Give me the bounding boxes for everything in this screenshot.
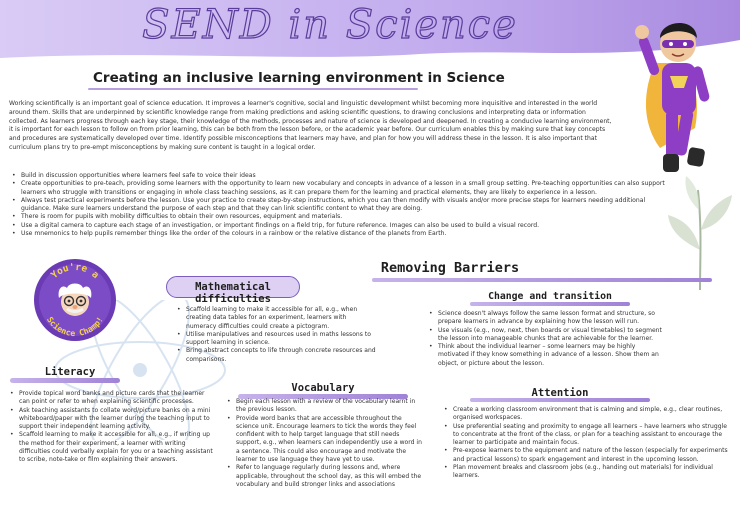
subtitle: Creating an inclusive learning environment in Science bbox=[93, 70, 505, 86]
main-bullet-list bbox=[9, 172, 669, 238]
list-item: • Create a working classroom environment that is calming and simple, e.g., clear routines, organised workspaces. bbox=[443, 406, 733, 423]
superhero-illustration bbox=[600, 8, 740, 188]
attention-heading: Attention bbox=[531, 387, 589, 399]
change-underline bbox=[470, 302, 630, 306]
change-list bbox=[428, 310, 668, 368]
list-item: • Always test practical experiments before the lesson. Use your practice to create step-by-step instructions, which you can then modify with visuals and/or more precise steps for learners needing additional guidance. Make sure learners understand the purpose of each step and that they can link scientific content to what they are doing. bbox=[9, 197, 669, 214]
list-item: • Think about the individual learner – some learners may be highly motivated if they know something in advance of a lesson. Show them an object, or picture about the lesson. bbox=[428, 343, 668, 368]
list-item: • Create opportunities to pre-teach, providing some learners with the opportunity to learn new vocabulary and concepts in advance of a lesson in a small group setting. Pre-teaching opportunities can also support learners who struggle with transitions or engaging in whole class teaching sessions, as it can prepare them for the learning and practical elements, they are likely to experience in a lesson. bbox=[9, 180, 669, 197]
math-list bbox=[176, 306, 376, 364]
math-heading: Mathematical difficulties bbox=[195, 281, 271, 305]
list-item: • Scaffold learning to make it accessible for all, e.g., if writing up the method for their experiment, a learner with writing difficulties could verbally explain for you or a teaching assistant to scribe, note-take or film explaining their answers. bbox=[9, 431, 217, 464]
change-heading: Change and transition bbox=[488, 291, 612, 302]
list-item: • There is room for pupils with mobility difficulties to obtain their own resources, equipment and materials. bbox=[9, 213, 669, 221]
list-item: • Utilise manipulatives and resources used in maths lessons to support learning in science. bbox=[176, 331, 376, 348]
list-item: • Provide topical word banks and picture cards that the learner can point or refer to when explaining scientific processes. bbox=[9, 390, 217, 407]
badge-text-bottom: Science Champ! bbox=[44, 314, 106, 339]
list-item: • Build in discussion opportunities where learners feel safe to voice their ideas bbox=[9, 172, 669, 180]
list-item: • Scaffold learning to make it accessible for all, e.g., when creating data tables for an experiment, learners with numeracy difficulties could create a pictogram. bbox=[176, 306, 376, 331]
barriers-underline bbox=[372, 278, 712, 282]
list-item: • Refer to language regularly during lessons and, where applicable, throughout the school day, as this will embed the vocabulary and build stronger links and associations bbox=[226, 464, 426, 489]
vocabulary-heading: Vocabulary bbox=[291, 382, 355, 394]
attention-list bbox=[443, 406, 733, 481]
list-item: • Use preferential seating and proximity to engage all learners – have learners who struggle to concentrate at the front of the class, or plan for a teaching assistant to encourage the learner to participate and maintain focus. bbox=[443, 423, 733, 448]
barriers-heading: Removing Barriers bbox=[380, 260, 520, 276]
page-title: SEND in Science bbox=[142, 2, 518, 48]
list-item: • Use a digital camera to capture each stage of an investigation, or important findings on a field trip, for future reference. Images can also be used to build a visual record. bbox=[9, 222, 669, 230]
list-item: • Bring abstract concepts to life through concrete resources and comparisons. bbox=[176, 347, 376, 364]
list-item: • Plan movement breaks and classroom jobs (e.g., handing out materials) for individual learners. bbox=[443, 464, 733, 481]
intro-paragraph: Working scientifically is an important goal of science education. It improves a learner's cognitive, social and linguistic development whilst becoming more inquisitive and interested in the world around them. Skills that are underpinned by scientific knowledge range from making predictions and asking scientific questions, to drawing conclusions and interpreting data or information collected. As learners progress through each key stage, their knowledge of the methods, processes and nature of science is developed and deepened. In creating a conducive learning environment, it is important for each lesson to follow on from prior learning, this can be both from the lesson before, or the academic year before. Our curriculum enables this by making sure that key concepts and procedures are systematically developed over time. Identify possible misconceptions that learners may have, and plan for how you will address these in the lesson. It is also important that curriculum plans try to pre-empt misconceptions by making sure content is taught in a logical order. bbox=[9, 100, 612, 151]
literacy-list bbox=[9, 390, 217, 465]
list-item: • Science doesn't always follow the same lesson format and structure, so prepare learners in advance by explaining how the lesson will run. bbox=[428, 310, 668, 327]
subtitle-underline bbox=[88, 88, 418, 90]
literacy-underline bbox=[10, 378, 120, 383]
list-item: • Ask teaching assistants to collate word/picture banks on a mini whiteboard/paper with the learner during the teaching input to support their independent learning activity. bbox=[9, 407, 217, 432]
vocabulary-list bbox=[226, 398, 426, 489]
science-champ-badge bbox=[33, 258, 117, 342]
list-item: • Begin each lesson with a review of the vocabulary learnt in the previous lesson. bbox=[226, 398, 426, 415]
literacy-heading: Literacy bbox=[44, 366, 96, 378]
list-item: • Pre-expose learners to the equipment and nature of the lesson (especially for experiments and practical lessons) to spark engagement and interest in the upcoming lesson. bbox=[443, 447, 733, 464]
plant-illustration bbox=[660, 170, 740, 290]
badge-text-top: You're a bbox=[49, 261, 101, 282]
list-item: • Use visuals (e.g., now, next, then boards or visual timetables) to segment the lesson into manageable chunks that are achievable for the learner. bbox=[428, 327, 668, 344]
list-item: • Use mnemonics to help pupils remember things like the order of the colours in a rainbow or the relative distance of the planets from Earth. bbox=[9, 230, 669, 238]
list-item: • Provide word banks that are accessible throughout the science unit. Encourage learners to tick the words they feel confident with to help target language that still needs support, e.g., when learners can independently use a word in a sentence. This could also encourage and motivate the learner to use language they have yet to use. bbox=[226, 415, 426, 465]
